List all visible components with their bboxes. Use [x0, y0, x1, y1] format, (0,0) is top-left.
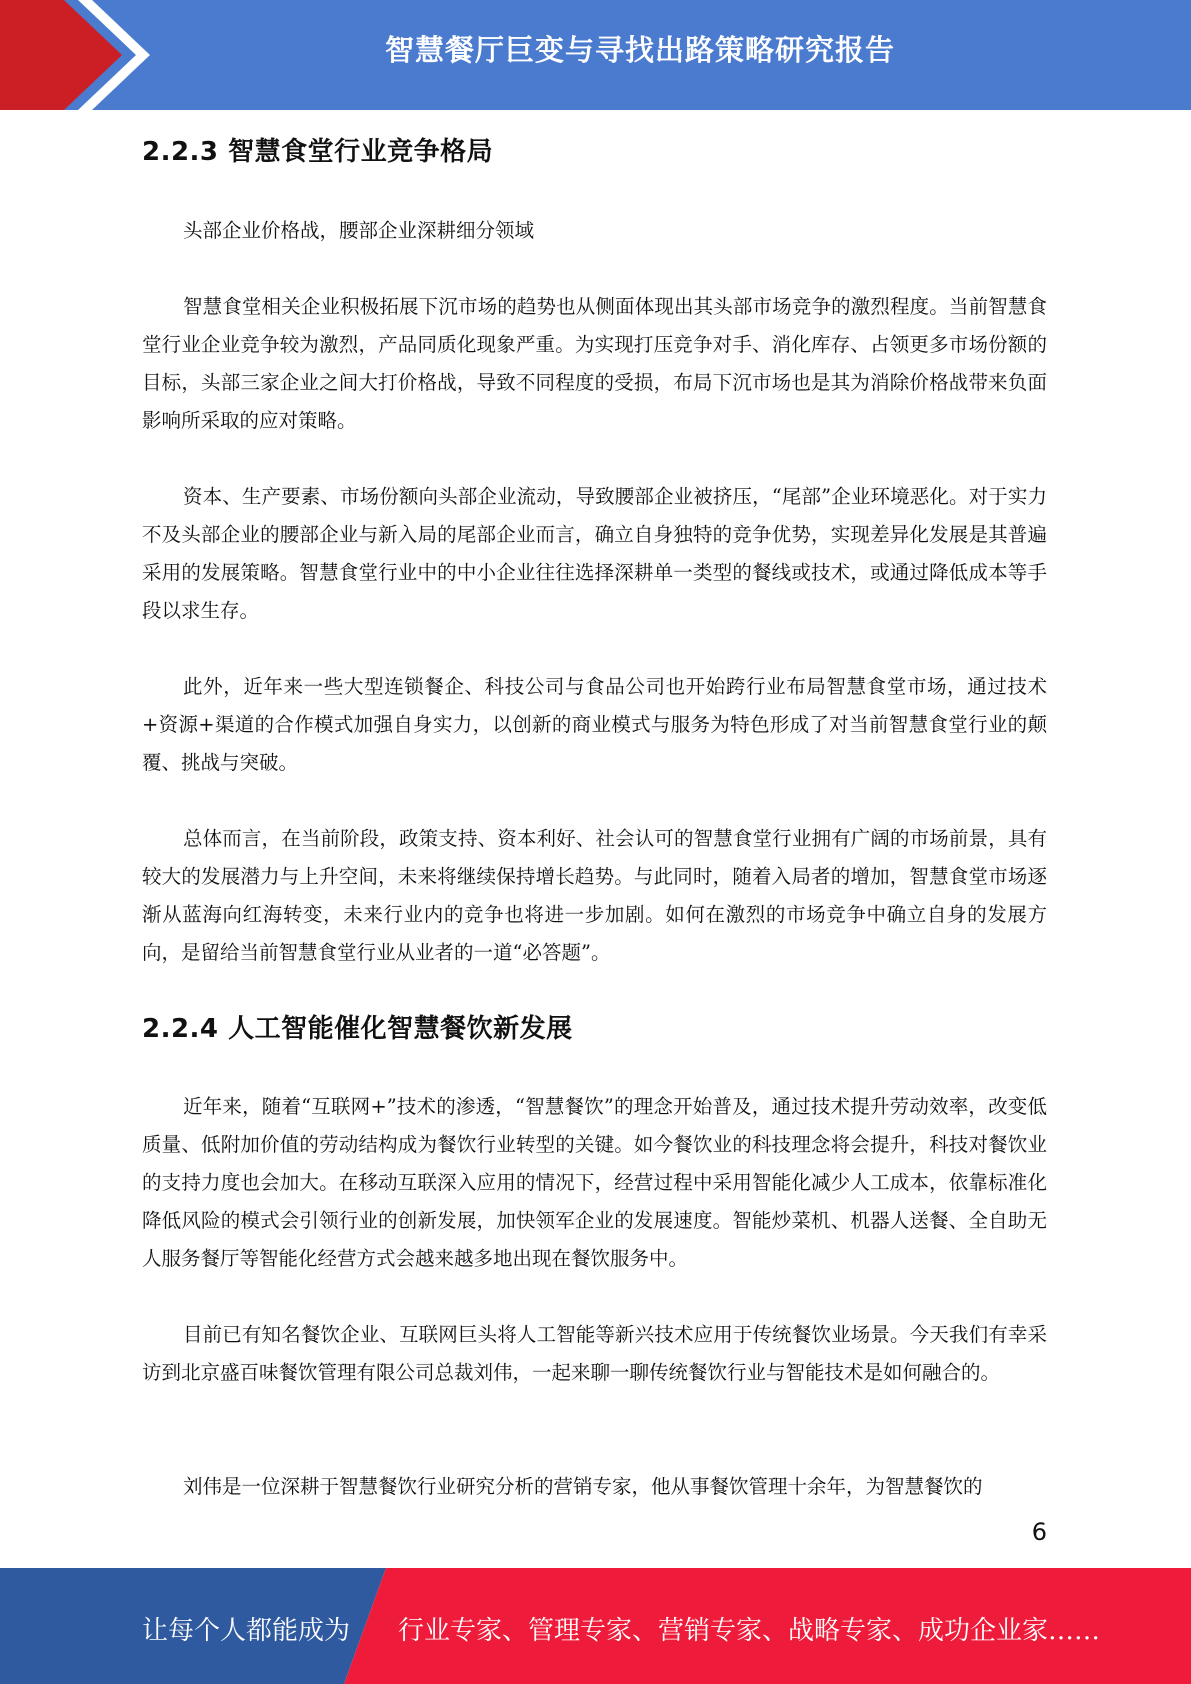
section-heading-2-2-4: 2.2.4 人工智能催化智慧餐饮新发展 — [142, 1014, 573, 1044]
page-header — [0, 0, 1191, 110]
paragraph: 资本、生产要素、市场份额向头部企业流动，导致腰部企业被挤压，“尾部”企业环境恶化。对于实力不及头部企业的腰部企业与新入局的尾部企业而言，确立自身独特的竞争优势，实现差异化发展是其普遍采用的发展策略。智慧食堂行业中的中小企业往往选择深耕单一类型的餐线或技术，或通过降低成本等手段以求生存。 — [142, 485, 1047, 622]
paragraph: 此外，近年来一些大型连锁餐企、科技公司与食品公司也开始跨行业布局智慧食堂市场，通过技术+资源+渠道的合作模式加强自身实力，以创新的商业模式与服务为特色形成了对当前智慧食堂行业的颠覆、挑战与突破。 — [142, 675, 1047, 774]
paragraph: 头部企业价格战，腰部企业深耕细分领域 — [183, 219, 535, 242]
page-number: 6 — [1031, 1518, 1047, 1546]
paragraph: 智慧食堂相关企业积极拓展下沉市场的趋势也从侧面体现出其头部市场竞争的激烈程度。当前智慧食堂行业企业竞争较为激烈，产品同质化现象严重。为实现打压竞争对手、消化库存、占领更多市场份额的目标，头部三家企业之间大打价格战，导致不同程度的受损，布局下沉市场也是其为消除价格战带来负面影响所采取的应对策略。 — [142, 295, 1047, 432]
paragraph: 目前已有知名餐饮企业、互联网巨头将人工智能等新兴技术应用于传统餐饮业场景。今天我们有幸采访到北京盛百味餐饮管理有限公司总裁刘伟，一起来聊一聊传统餐饮行业与智能技术是如何融合的。 — [142, 1323, 1047, 1384]
footer-slogan-left: 让每个人都能成为 — [142, 1616, 351, 1646]
paragraph: 近年来，随着“互联网+”技术的渗透，“智慧餐饮”的理念开始普及，通过技术提升劳动效率，改变低质量、低附加价值的劳动结构成为餐饮行业转型的关键。如今餐饮业的科技理念将会提升，科技对餐饮业的支持力度也会加大。在移动互联深入应用的情况下，经营过程中采用智能化减少人工成本，依靠标准化降低风险的模式会引领行业的创新发展，加快领军企业的发展速度。智能炒菜机、机器人送餐、全自助无人服务餐厅等智能化经营方式会越来越多地出现在餐饮服务中。 — [142, 1095, 1047, 1270]
page-footer — [0, 1568, 1191, 1684]
section-heading-2-2-3: 2.2.3 智慧食堂行业竞争格局 — [142, 137, 494, 167]
paragraph: 刘伟是一位深耕于智慧餐饮行业研究分析的营销专家，他从事餐饮管理十余年，为智慧餐饮的 — [183, 1475, 983, 1498]
report-title: 智慧餐厅巨变与寻找出路策略研究报告 — [384, 33, 895, 67]
paragraph: 总体而言，在当前阶段，政策支持、资本利好、社会认可的智慧食堂行业拥有广阔的市场前景，具有较大的发展潜力与上升空间，未来将继续保持增长趋势。与此同时，随着入局者的增加，智慧食堂市场逐渐从蓝海向红海转变，未来行业内的竞争也将进一步加剧。如何在激烈的市场竞争中确立自身的发展方向，是留给当前智慧食堂行业从业者的一道“必答题”。 — [142, 827, 1047, 964]
footer-slogan-right: 行业专家、管理专家、营销专家、战略专家、成功企业家…… — [398, 1616, 1101, 1646]
